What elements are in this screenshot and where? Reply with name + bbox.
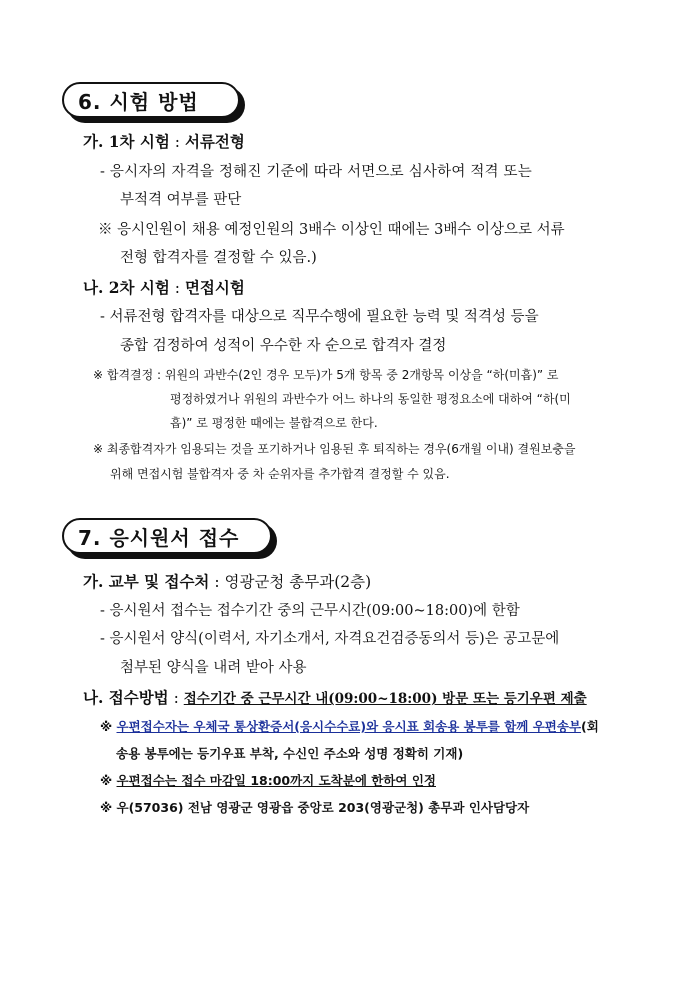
sec6-na-heading: [83, 276, 245, 298]
sec7-na-label: 나. 접수방법: [83, 688, 169, 707]
sec6-na-colon: :: [169, 279, 185, 297]
sec6-na-note-1: ※ 합격결정 : 위원의 과반수(2인 경우 모두)가 5개 항목 중 2개항목 이상을 “하(미흡)” 로: [93, 368, 559, 382]
sec7-na-value: 접수기간 중 근무시간 내(09:00~18:00) 방문 또는 등기우편 제출: [183, 691, 587, 707]
sec7-ga-heading: [83, 570, 371, 592]
sec6-ga-note-1-cont: 전형 합격자를 결정할 수 있음.): [120, 250, 317, 266]
sec6-na-note-1-cont: 평정하였거나 위원의 과반수가 어느 하나의 동일한 평정요소에 대하여 “하(미: [170, 392, 571, 406]
section-6-title: 6. 시험 방법: [62, 82, 240, 118]
sec6-ga-heading: [83, 130, 245, 152]
sec7-na-note-2-text: 우편접수는 접수 마감일 18:00까지 도착분에 한하여 인정: [116, 773, 436, 788]
sec7-na-note-3: ※ 우(57036) 전남 영광군 영광읍 중앙로 203(영광군청) 총무과 인사담당자: [100, 800, 530, 815]
sec6-na-note-2-cont: 위해 면접시험 불합격자 중 차 순위자를 추가합격 결정할 수 있음.: [110, 467, 450, 481]
sec6-na-note-2: ※ 최종합격자가 임용되는 것을 포기하거나 임용된 후 퇴직하는 경우(6개월 이내) 결원보충을: [93, 442, 576, 456]
sec7-ga-label: 가. 교부 및 접수처: [83, 572, 210, 591]
sec7-na-note-1-cont: 송용 봉투에는 등기우표 부착, 수신인 주소와 성명 정확히 기재): [116, 746, 464, 761]
sec6-ga-bullet-1: - 응시자의 자격을 정해진 기준에 따라 서면으로 심사하여 적격 또는: [100, 164, 532, 180]
sec6-ga-colon: :: [169, 133, 185, 151]
sec6-ga-note-1: ※ 응시인원이 채용 예정인원의 3배수 이상인 때에는 3배수 이상으로 서류: [98, 222, 565, 238]
sec7-na-colon: :: [168, 689, 184, 707]
sec6-ga-value: 서류전형: [184, 132, 245, 151]
sec7-ga-bullet-2-cont: 첨부된 양식을 내려 받아 사용: [120, 660, 307, 676]
sec6-na-bullet-1: - 서류전형 합격자를 대상으로 직무수행에 필요한 능력 및 적격성 등을: [100, 309, 539, 325]
sec7-na-note-2-mark: ※: [100, 773, 117, 788]
sec7-na-note-1-rest: (회: [581, 719, 599, 734]
sec7-ga-value: 영광군청 총무과(2층): [224, 573, 372, 591]
sec7-ga-colon: :: [209, 573, 225, 591]
sec7-na-note-1-mark: ※: [100, 719, 117, 734]
sec6-na-value: 면접시험: [184, 278, 245, 297]
sec6-ga-label: 가. 1차 시험: [83, 132, 170, 151]
sec7-ga-bullet-2: - 응시원서 양식(이력서, 자기소개서, 자격요건검증동의서 등)은 공고문에: [100, 631, 560, 647]
sec7-na-heading: [83, 686, 587, 708]
section-7-title: 7. 응시원서 접수: [62, 518, 272, 554]
sec7-na-note-2: [100, 771, 436, 789]
sec7-na-note-1: [100, 717, 599, 735]
sec7-ga-bullet-1: - 응시원서 접수는 접수기간 중의 근무시간(09:00~18:00)에 한함: [100, 603, 520, 619]
sec6-na-label: 나. 2차 시험: [83, 278, 170, 297]
sec6-na-bullet-1-cont: 종합 검정하여 성적이 우수한 자 순으로 합격자 결정: [120, 338, 447, 354]
sec7-na-note-1-highlight: 우편접수자는 우체국 통상환증서(응시수수료)와 응시표 회송용 봉투를 함께 우편송부: [116, 719, 582, 734]
sec6-na-note-1-cont2: 흡)” 로 평정한 때에는 불합격으로 한다.: [170, 416, 378, 430]
sec6-ga-bullet-1-cont: 부적격 여부를 판단: [120, 192, 242, 208]
